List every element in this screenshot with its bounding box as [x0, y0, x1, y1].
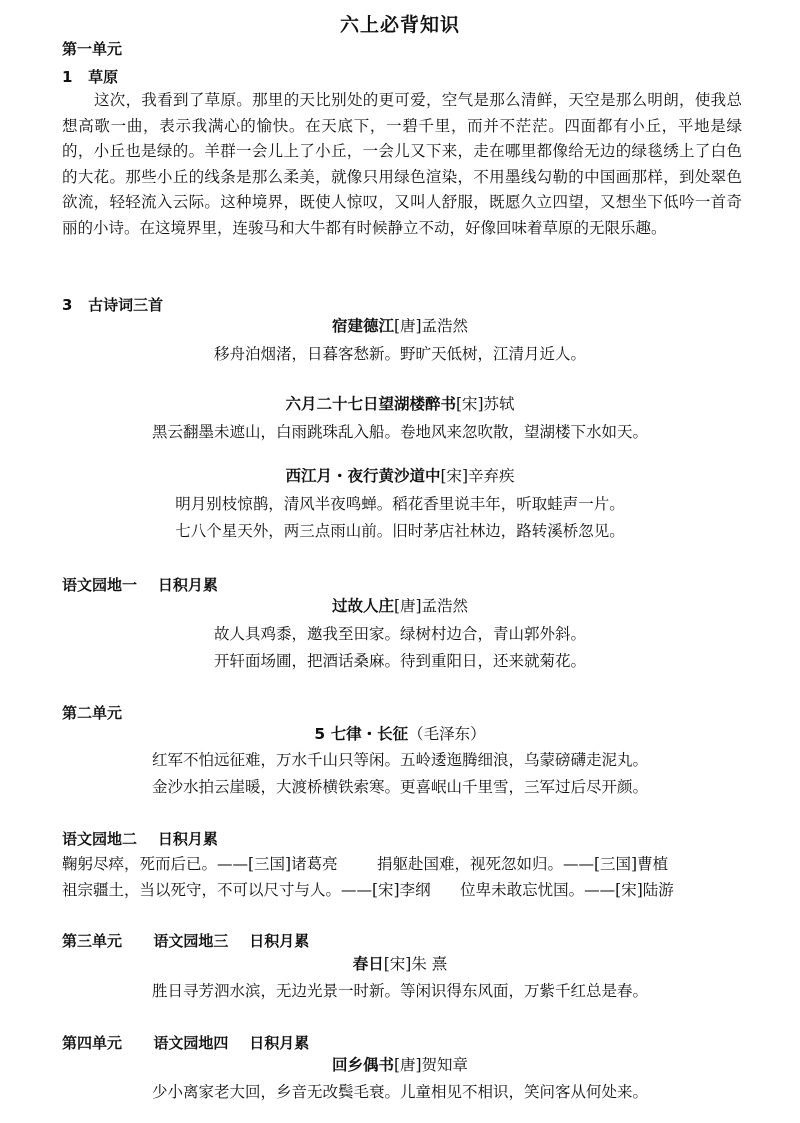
- poem-line: 七八个星天外，两三点雨山前。旧时茅店社林边，路转溪桥忽见。: [175, 522, 625, 540]
- poem-title: 5 七律・长征: [314, 725, 409, 743]
- poem-line: 移舟泊烟渚，日暮客愁新。野旷天低树，江清月近人。: [213, 345, 586, 363]
- unit1-heading: 第一单元: [62, 40, 123, 58]
- poem-title-line: [0, 952, 800, 977]
- poem-title: 西江月・夜行黄沙道中: [285, 467, 441, 485]
- poem-line: 少小离家老大回，乡音无改鬓毛衰。儿童相见不相识，笑问客从何处来。: [151, 1083, 648, 1101]
- poem-author: [宋]朱 熹: [383, 955, 448, 973]
- poem-title-line: [0, 314, 800, 339]
- garden2-heading: 语文园地二 日积月累: [62, 830, 218, 848]
- quote-line: 祖宗疆土，当以死守，不可以尺寸与人。——[宋]李纲 位卑未敢忘忧国。——[宋]陆游: [62, 881, 674, 899]
- poem-title: 回乡偶书: [331, 1056, 394, 1074]
- poem-line: 胜日寻芳泗水滨，无边光景一时新。等闲识得东风面，万紫千红总是春。: [151, 982, 648, 1000]
- poem-title: 春日: [352, 955, 384, 973]
- poem-line: 开轩面场圃，把酒话桑麻。待到重阳日，还来就菊花。: [213, 652, 586, 670]
- poem-author: （毛泽东）: [408, 725, 486, 743]
- quote-line: 鞠躬尽瘁，死而后已。——[三国]诸葛亮 捐躯赴国难，视死忽如归。——[三国]曹植: [62, 855, 669, 873]
- lesson1-paragraph: 这次，我看到了草原。那里的天比别处的更可爱，空气是那么清鲜，天空是那么明朗，使我总想高歌一曲，表示我满心的愉快。在天底下，一碧千里，而并不茫茫。四面都有小丘，平地是绿的，小丘也是绿的。羊群一会儿上了小丘，一会儿又下来，走在哪里都像给无边的绿毯绣上了白色的大花。那些小丘的线条是那么柔美，就像只用绿色渲染，不用墨线勾勒的中国画那样，到处翠色欲流，轻轻流入云际。这种境界，既使人惊叹，又叫人舒服，既愿久立四望，又想坐下低吟一首奇丽的小诗。在这境界里，连骏马和大牛都有时候静立不动，好像回味着草原的无限乐趣。: [62, 91, 742, 237]
- poem-title-line: [0, 722, 800, 747]
- poem-line: 金沙水拍云崖暖，大渡桥横铁索寒。更喜岷山千里雪，三军过后尽开颜。: [151, 778, 648, 796]
- lesson3-heading: 3 古诗词三首: [62, 296, 164, 314]
- poem-line: 明月别枝惊鹊，清风半夜鸣蝉。稻花香里说丰年，听取蛙声一片。: [175, 495, 625, 513]
- poem-title: 宿建德江: [331, 317, 394, 335]
- poem-line: 黑云翻墨未遮山，白雨跳珠乱入船。卷地风来忽吹散，望湖楼下水如天。: [151, 423, 648, 441]
- poem-title-line: [0, 464, 800, 489]
- poem-title-line: [0, 594, 800, 619]
- poem-title: 六月二十七日望湖楼醉书: [285, 395, 456, 413]
- poem-author: [唐]贺知章: [393, 1056, 469, 1074]
- poem-title-line: [0, 392, 800, 417]
- poem-line: 故人具鸡黍，邀我至田家。绿树村边合，青山郭外斜。: [213, 625, 586, 643]
- poem-title: 过故人庄: [331, 597, 394, 615]
- garden1-heading: 语文园地一 日积月累: [62, 576, 218, 594]
- unit2-heading: 第二单元: [62, 704, 123, 722]
- poem-author: [宋]苏轼: [455, 395, 515, 413]
- page-title: 六上必背知识: [339, 14, 460, 36]
- poem-title-line: [0, 1053, 800, 1078]
- unit4-heading: 第四单元 语文园地四 日积月累: [62, 1034, 310, 1052]
- unit3-heading: 第三单元 语文园地三 日积月累: [62, 932, 310, 950]
- lesson1-heading: 1 草原: [62, 68, 119, 86]
- poem-author: [唐]孟浩然: [393, 317, 469, 335]
- poem-author: [唐]孟浩然: [393, 597, 469, 615]
- poem-author: [宋]辛弃疾: [440, 467, 515, 485]
- poem-line: 红军不怕远征难，万水千山只等闲。五岭逶迤腾细浪，乌蒙磅礴走泥丸。: [151, 751, 648, 769]
